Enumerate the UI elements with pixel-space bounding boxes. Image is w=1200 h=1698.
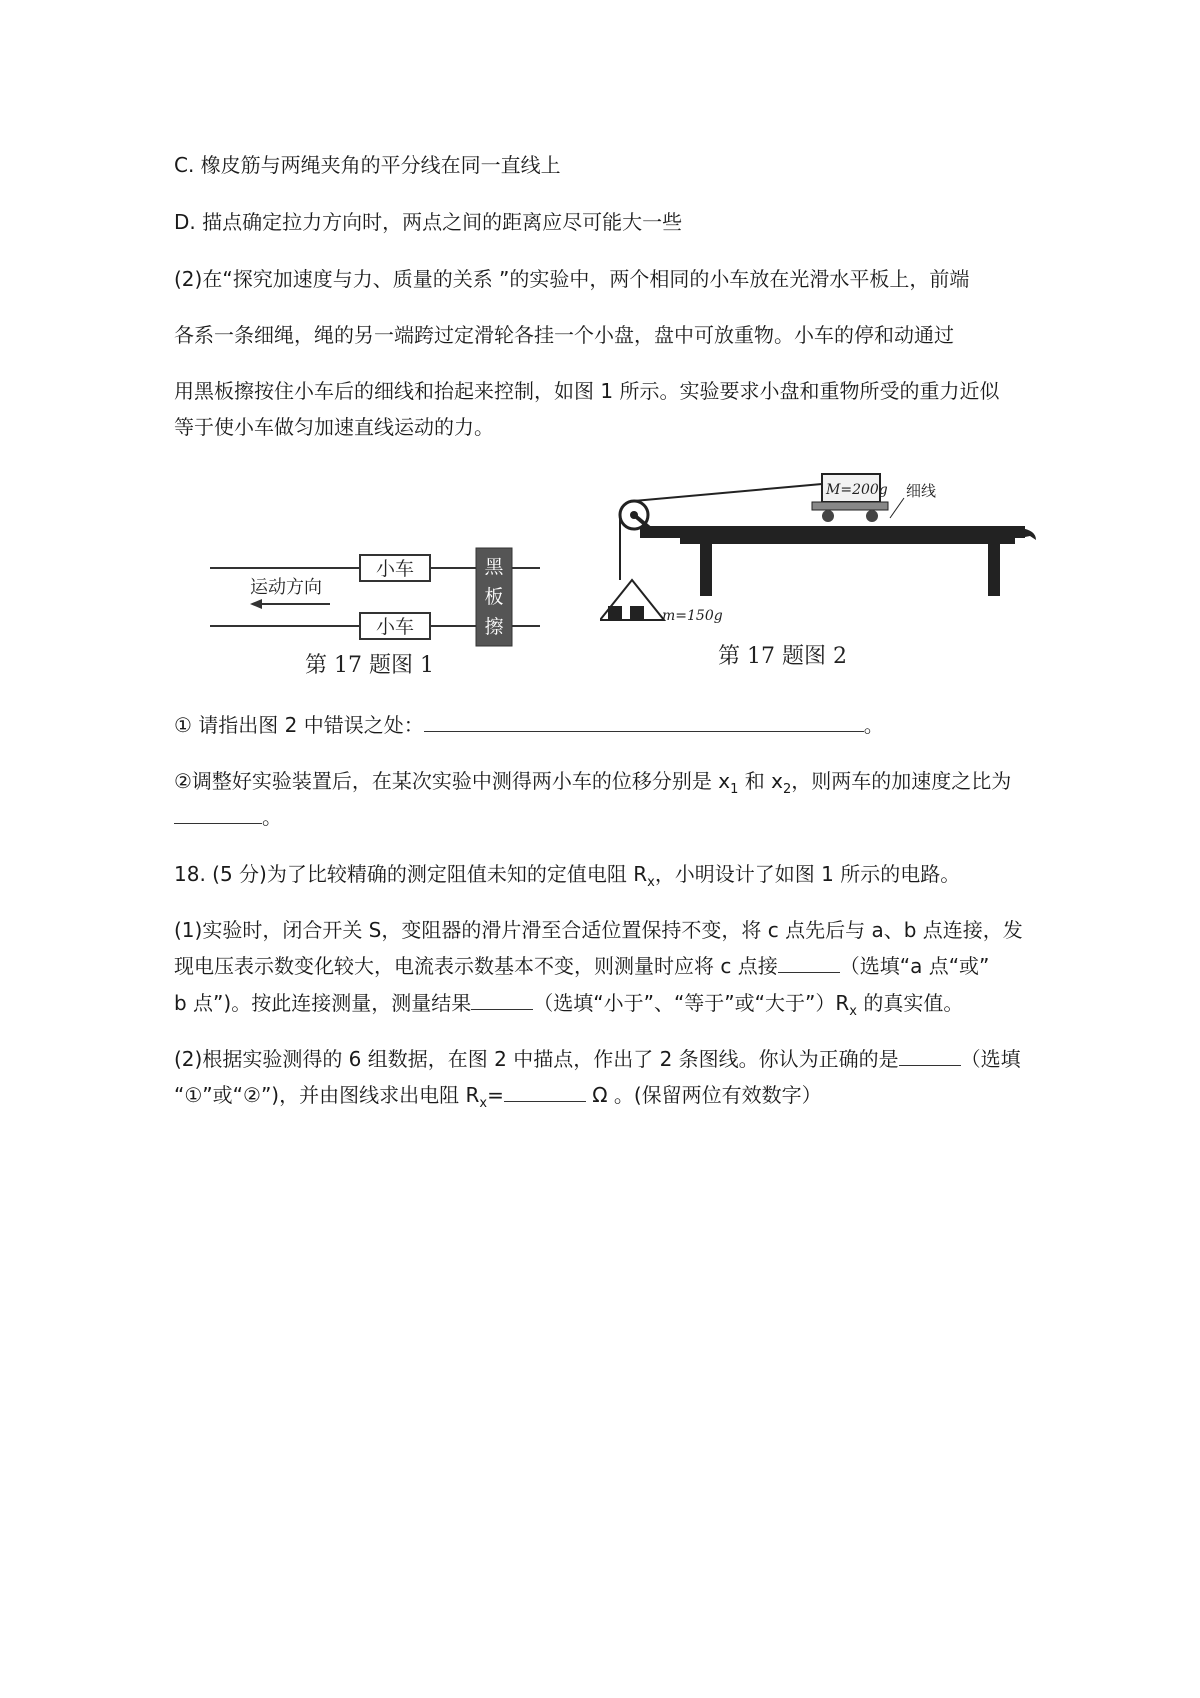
- problem-18-part-1-line-2: 现电压表示数变化较大，电流表示数基本不变，则测量时应将 c 点接 （选填“a 点“或”: [174, 954, 990, 978]
- motion-arrowhead: [250, 599, 262, 609]
- answer-blank-4[interactable]: [471, 991, 533, 1010]
- option-d: D. 描点确定拉力方向时，两点之间的距离应尽可能大一些: [174, 210, 683, 234]
- motion-label: 运动方向: [250, 577, 322, 598]
- weight-1: [608, 606, 622, 620]
- answer-blank-5[interactable]: [899, 1047, 961, 1066]
- cart-wheel-right: [866, 510, 878, 522]
- problem-18-part-2-line-2: “①”或“②”)，并由图线求出电阻 $R_x= \Omega$ 。(保留两位有效数字）: [174, 1083, 822, 1111]
- figure-2: [600, 460, 1040, 680]
- paragraph-2-line-3: 用黑板擦按住小车后的细线和抬起来控制，如图 1 所示。实验要求小盘和重物所受的重力近似: [174, 379, 1000, 403]
- answer-blank-3[interactable]: [778, 954, 840, 973]
- answer-blank-1[interactable]: [424, 713, 864, 732]
- string-horizontal: [634, 484, 822, 501]
- mass-pan-label: m=150g: [662, 608, 723, 624]
- answer-blank-6[interactable]: [504, 1083, 586, 1102]
- figure-2-caption: 第 17 题图 2: [718, 644, 847, 669]
- figure-1-caption: 第 17 题图 1: [305, 653, 434, 678]
- table-rail: [680, 538, 1015, 544]
- problem-18: 18. (5 分)为了比较精确的测定阻值未知的定值电阻 $R_x$，小明设计了如图 1 所示的电路。: [174, 862, 961, 890]
- mass-cart-label: M=200g: [826, 482, 888, 498]
- eraser-char-3: 擦: [484, 616, 504, 638]
- table-leg-right: [988, 538, 1000, 596]
- eraser-char-1: 黑: [484, 556, 504, 578]
- question-2-answer: 。: [174, 805, 282, 829]
- paragraph-2-line-2: 各系一条细绳，绳的另一端跨过定滑轮各挂一个小盘，盘中可放重物。小车的停和动通过: [174, 323, 954, 347]
- cart-top-label: 小车: [375, 558, 415, 580]
- question-1: ① 请指出图 2 中错误之处： 。: [174, 713, 884, 737]
- problem-18-part-1-line-3: b 点”)。按此连接测量，测量结果 （选填“小于”、“等于”或“大于$”)R_x$ 的真实值。: [174, 991, 964, 1019]
- table-board: [640, 526, 1025, 538]
- figure-1: [210, 540, 550, 680]
- paragraph-2-line-1: (2)在“探究加速度与力、质量的关系 ”的实验中，两个相同的小车放在光滑水平板上，前端: [174, 267, 970, 291]
- paragraph-2-line-4: 等于使小车做匀加速直线运动的力。: [174, 415, 494, 439]
- weight-2: [630, 606, 644, 620]
- problem-18-part-2-line-1: (2)根据实验测得的 6 组数据，在图 2 中描点，作出了 2 条图线。你认为正确的是 （选填: [174, 1047, 1021, 1071]
- eraser-char-2: 板: [484, 586, 504, 608]
- string-label: 细线: [906, 482, 937, 500]
- cart-bottom-label: 小车: [375, 616, 415, 638]
- question-2: ②调整好实验装置后，在某次实验中测得两小车的位移分别是 $x_1$ 和 $x_2$，则两车的加速度之比为: [174, 769, 1012, 797]
- string-label-pointer: [890, 498, 904, 518]
- table-leg-left: [700, 538, 712, 596]
- problem-18-part-1-line-1: (1)实验时，闭合开关 S，变阻器的滑片滑至合适位置保持不变，将 c 点先后与 a、b 点连接，发: [174, 918, 1023, 942]
- cart-base: [812, 502, 888, 510]
- cart-wheel-left: [822, 510, 834, 522]
- answer-blank-2[interactable]: [174, 805, 262, 824]
- option-c: C. 橡皮筋与两绳夹角的平分线在同一直线上: [174, 153, 561, 177]
